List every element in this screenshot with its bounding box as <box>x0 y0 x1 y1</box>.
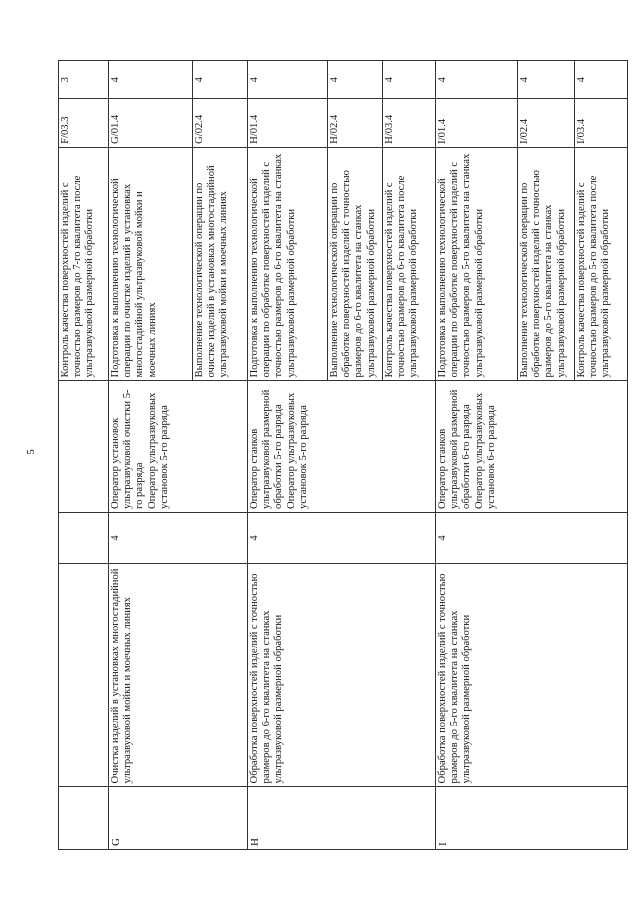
position-name: Оператор ультразвуковых установок 5-го разряда <box>285 392 309 509</box>
function-name-cell: Обработка поверхностей изделий с точностью размеров до 6-го квалитета на станках ультразвуковой размерной обработки <box>248 564 436 787</box>
position-name: Оператор станков ультразвуковой размерной обработки 5-го разряда <box>249 389 285 509</box>
table-row <box>59 61 109 850</box>
labor-function-cell: Выполнение технологической операции по обработке поверхностей изделий с точностью размеров до 6-го квалитета на станках ультразвуковой размерной обработки <box>328 147 383 381</box>
function-code-cell <box>59 787 109 850</box>
page-number: 5 <box>24 449 37 455</box>
qualification-level-cell <box>59 512 109 563</box>
table-area <box>58 60 638 850</box>
labor-function-cell: Подготовка к выполнению технологической операции по обработке поверхностей изделий с точностью размеров до 6-го квалитета на станках ультразвуковой размерной обработки <box>248 147 328 381</box>
labor-function-cell: Выполнение технологической операции по обработке поверхностей изделий с точностью размеров до 5-го квалитета на станках ультразвуковой размерной обработки <box>518 147 575 381</box>
positions-cell <box>248 381 436 513</box>
function-code-cell: I <box>436 787 628 850</box>
position-name: Оператор установок ультразвуковой очистки 5-го разряда <box>110 389 146 509</box>
sublevel-cell: 4 <box>383 61 436 99</box>
qualification-level-cell: 4 <box>109 512 248 563</box>
labor-function-code-cell: H/01.4 <box>248 99 328 148</box>
functions-table <box>58 60 628 850</box>
table-row <box>436 61 518 850</box>
qualification-level-cell: 4 <box>248 512 436 563</box>
sublevel-cell: 4 <box>109 61 193 99</box>
sublevel-cell: 4 <box>436 61 518 99</box>
labor-function-code-cell: I/01.4 <box>436 99 518 148</box>
sublevel-cell: 4 <box>328 61 383 99</box>
sublevel-cell: 4 <box>518 61 575 99</box>
sublevel-cell: 4 <box>575 61 628 99</box>
function-code-cell: H <box>248 787 436 850</box>
labor-function-cell: Контроль качества поверхностей изделий с точностью размеров до 7-го квалитета после ультразвуковой размерной обработки <box>59 147 109 381</box>
position-name: Оператор станков ультразвуковой размерной обработки 6-го разряда <box>437 389 473 509</box>
labor-function-cell: Контроль качества поверхностей изделий с точностью размеров до 5-го квалитета после ультразвуковой размерной обработки <box>575 147 628 381</box>
position-name: Оператор ультразвуковых установок 6-го разряда <box>473 392 497 509</box>
function-name-cell <box>59 564 109 787</box>
labor-function-cell: Контроль качества поверхностей изделий с точностью размеров до 6-го квалитета после ультразвуковой размерной обработки <box>383 147 436 381</box>
labor-function-code-cell: I/02.4 <box>518 99 575 148</box>
table-row <box>248 61 328 850</box>
sublevel-cell: 4 <box>248 61 328 99</box>
qualification-level-cell: 4 <box>436 512 628 563</box>
labor-function-code-cell: G/01.4 <box>109 99 193 148</box>
labor-function-code-cell: H/03.4 <box>383 99 436 148</box>
positions-cell <box>436 381 628 513</box>
positions-cell <box>59 381 109 513</box>
sublevel-cell: 3 <box>59 61 109 99</box>
sublevel-cell: 4 <box>193 61 248 99</box>
function-code-cell: G <box>109 787 248 850</box>
table-rotated <box>58 60 638 850</box>
labor-function-code-cell: G/02.4 <box>193 99 248 148</box>
position-name: Оператор ультразвуковых установок 5-го разряда <box>146 392 170 509</box>
labor-function-code-cell: F/03.3 <box>59 99 109 148</box>
function-name-cell: Очистка изделий в установках многостадийной ультразвуковой мойки и моечных линиях <box>109 564 248 787</box>
labor-function-cell: Подготовка к выполнению технологической операции по очистке изделий в установках многостадийной ультразвуковой мойки и моечных линиях <box>109 147 193 381</box>
function-name-cell: Обработка поверхностей изделий с точностью размеров до 5-го квалитета на станках ультразвуковой размерной обработки <box>436 564 628 787</box>
labor-function-cell: Подготовка к выполнению технологической операции по обработке поверхностей изделий с точностью размеров до 5-го квалитета на станках ультразвуковой размерной обработки <box>436 147 518 381</box>
labor-function-code-cell: I/03.4 <box>575 99 628 148</box>
labor-function-code-cell: H/02.4 <box>328 99 383 148</box>
table-row <box>109 61 193 850</box>
positions-cell <box>109 381 248 513</box>
labor-function-cell: Выполнение технологической операции по очистке изделий в установках многостадийной ультразвуковой мойки и моечных линиях <box>193 147 248 381</box>
